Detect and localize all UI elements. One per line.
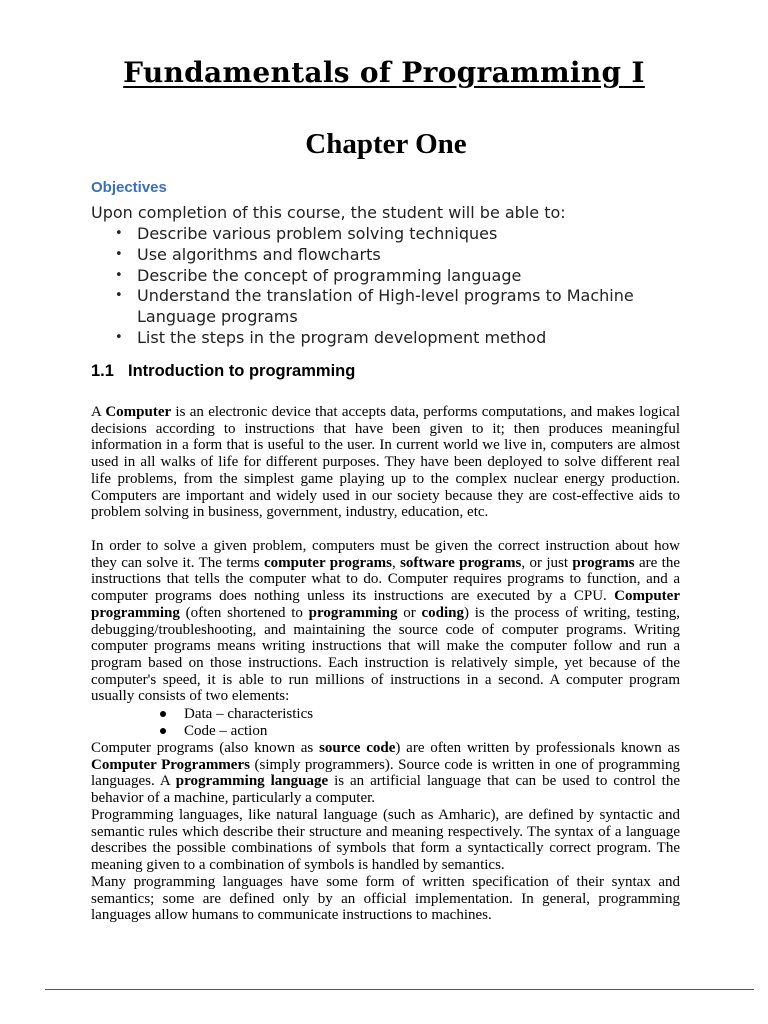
text-run: A (91, 404, 106, 420)
text-run: (often shortened to (179, 604, 309, 621)
list-item: Data – characteristics (184, 706, 313, 723)
bullet-icon: • (115, 267, 123, 283)
program-elements-list (184, 706, 313, 739)
objective-item: • Describe various problem solving techniques (115, 224, 498, 243)
document-title: Fundamentals of Programming I (123, 56, 645, 89)
bold-term: programming language (175, 773, 329, 790)
section-title: Introduction to programming (128, 362, 356, 380)
objective-item: • Understand the translation of High-level programs to Machine Language programs (115, 286, 634, 327)
objectives-list (115, 224, 657, 349)
paragraph-syntax-semantics (91, 807, 680, 874)
bullet-icon: • (115, 288, 123, 304)
text-run: Many programming languages have some form of written specification of their syntax and semantics; some are defined only by an official implementation. In general, programming languages allow humans to communicate instructions to machines. (91, 874, 680, 924)
paragraph-source-code (91, 740, 680, 807)
text-run: Computer programs (also known as (91, 740, 320, 756)
paragraph-specification (91, 874, 680, 924)
bold-term: Computer programming (91, 588, 680, 621)
objective-item: • Describe the concept of programming language (115, 265, 522, 285)
bold-term: Computer Programmers (91, 756, 250, 773)
bold-term: source code (319, 740, 396, 756)
section-heading (91, 362, 355, 381)
paragraph-computer-definition (91, 404, 680, 521)
text-run: is an artificial language that can be used to control the behavior of a machine, particularly a computer. (91, 773, 681, 807)
objective-item: • List the steps in the program development method (115, 327, 547, 347)
paragraph-computer-programs (91, 538, 680, 705)
bold-term: software programs (400, 554, 522, 571)
chapter-heading: Chapter One (305, 128, 467, 160)
text-run: Programming languages, like natural language (such as Amharic), are defined by syntactic and semantic rules which describe their structure and meaning respectively. The syntax of a language describes the possible combinations of symbols that form a syntactically correct program. The meaning given to a combination of symbols is handled by semantics. (91, 807, 680, 874)
text-run: or (397, 604, 422, 621)
bullet-icon: • (115, 329, 123, 345)
bullet-icon (160, 711, 166, 717)
bold-term: programming (308, 604, 398, 621)
objective-item: • Use algorithms and flowcharts (115, 244, 381, 264)
bullet-icon (160, 728, 166, 734)
objectives-heading: Objectives (91, 179, 167, 196)
text-run: , (391, 554, 401, 571)
footer-divider (45, 989, 754, 990)
objectives-intro: Upon completion of this course, the student will be able to: (91, 203, 566, 222)
text-run: (simply programmers). Source code is written in one of programming languages. A (91, 756, 680, 790)
text-run: are the instructions that tells the computer what to do. Computer requires programs to function, and a computer programs does nothing unless its instructions are executed by a CPU. (91, 554, 680, 605)
text-run: ) is the process of writing, testing, debugging/troubleshooting, and maintaining the source code of computer programs. Writing computer programs means writing instructions that will make the computer follow and run a program based on those instructions. Each instruction is relatively simple, yet because of the computer's speed, it is able to run millions of instructions in a second. A computer program usually consists of two elements: (91, 604, 680, 705)
bold-term: coding (421, 604, 464, 621)
bold-term: computer programs (263, 554, 392, 571)
text-run: is an electronic device that accepts data, performs computations, and makes logical decisions according to instructions that have been given to it; then produces meaningful information in a form that is useful to the user. In current world we live in, computers are almost used in all walks of life for different purposes. They have been deployed to solve different real life problems, from the simplest game playing up to the complex nuclear energy production. Computers are important and widely used in our society because they are cost-effective aids to problem solving in business, government, industry, education, etc. (91, 404, 680, 521)
list-item: Code – action (184, 723, 313, 740)
bold-term: Computer (105, 404, 172, 420)
section-number: 1.1 (91, 362, 114, 380)
bullet-icon: • (115, 226, 123, 241)
bullet-icon: • (115, 246, 123, 262)
text-run: , or just (521, 554, 573, 571)
text-run: In order to solve a given problem, computers must be given the correct instruction about how they can solve it. The terms (91, 538, 680, 571)
text-run: ) are often written by professionals known as (395, 740, 680, 756)
bold-term: programs (572, 554, 635, 571)
